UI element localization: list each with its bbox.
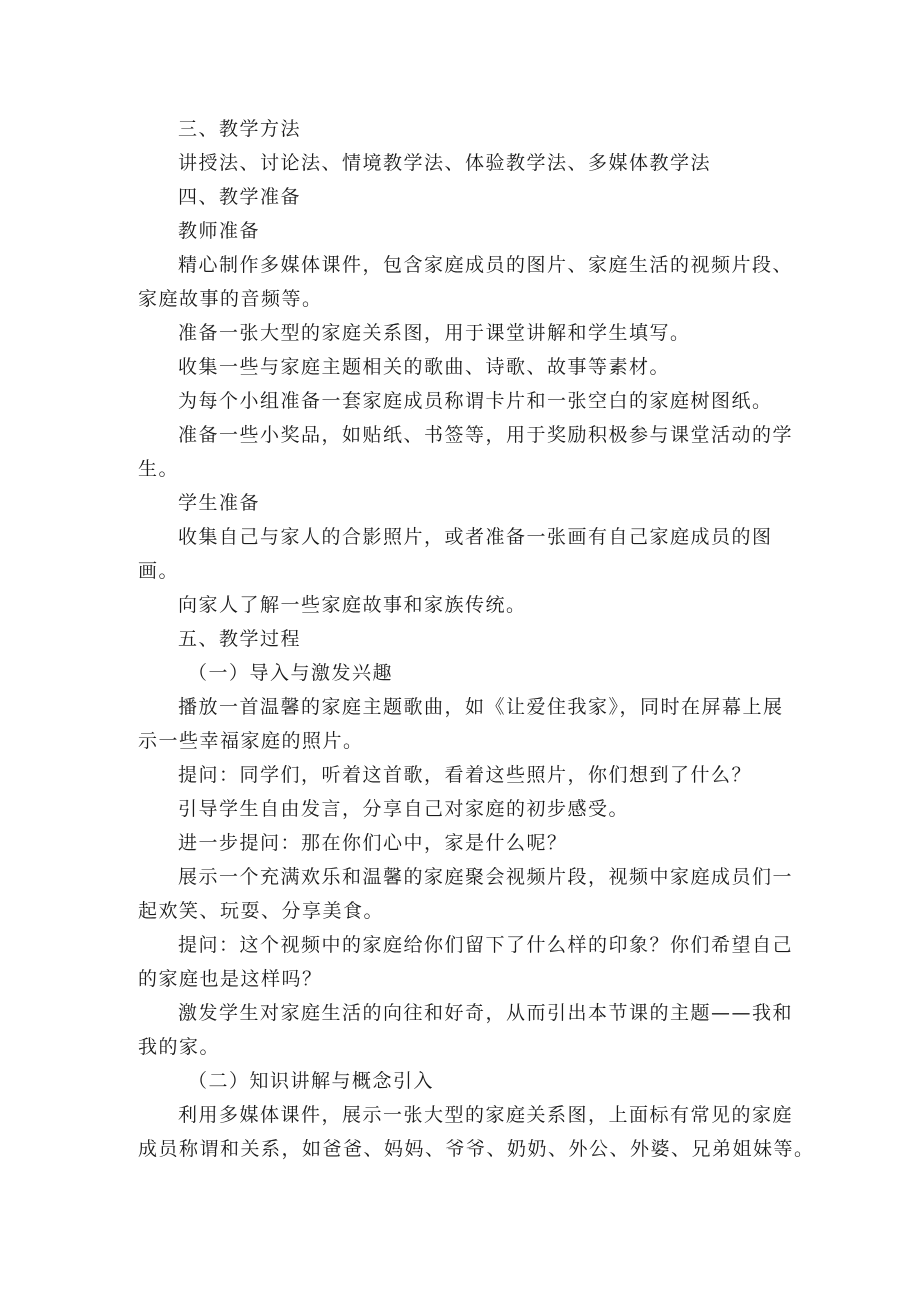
- paragraph-line: 准备一些小奖品，如贴纸、书签等，用于奖励积极参与课堂活动的学: [178, 424, 794, 446]
- section-heading-process: 五、教学过程: [178, 628, 302, 650]
- paragraph-line: 起欢笑、玩耍、分享美食。: [138, 900, 385, 922]
- section-heading-preparation: 四、教学准备: [178, 186, 302, 208]
- paragraph-line: 收集一些与家庭主题相关的歌曲、诗歌、故事等素材。: [178, 356, 671, 378]
- paragraph-line: 引导学生自由发言，分享自己对家庭的初步感受。: [178, 798, 630, 820]
- paragraph-line: 家庭故事的音频等。: [138, 288, 323, 310]
- paragraph-line: 提问：同学们，听着这首歌，看着这些照片，你们想到了什么？: [178, 764, 753, 786]
- paragraph-line: 利用多媒体课件，展示一张大型的家庭关系图，上面标有常见的家庭: [178, 1104, 794, 1126]
- paragraph-line: 讲授法、讨论法、情境教学法、体验教学法、多媒体教学法: [178, 152, 712, 174]
- paragraph-line: 准备一张大型的家庭关系图，用于课堂讲解和学生填写。: [178, 322, 691, 344]
- paragraph-line: 向家人了解一些家庭故事和家族传统。: [178, 594, 527, 616]
- document-body: [138, 112, 815, 1166]
- paragraph-line: 画。: [138, 560, 180, 582]
- paragraph-line: 展示一个充满欢乐和温馨的家庭聚会视频片段，视频中家庭成员们一: [178, 866, 794, 888]
- paragraph-line: 提问：这个视频中的家庭给你们留下了什么样的印象？你们希望自己: [178, 934, 794, 956]
- paragraph-line: 示一些幸福家庭的照片。: [138, 730, 364, 752]
- subheading-teacher-prep: 教师准备: [178, 220, 261, 242]
- paragraph-line: 精心制作多媒体课件，包含家庭成员的图片、家庭生活的视频片段、: [178, 254, 794, 276]
- paragraph-line: 为每个小组准备一套家庭成员称谓卡片和一张空白的家庭树图纸。: [178, 390, 773, 412]
- paragraph-line: 我的家。: [138, 1036, 221, 1058]
- subheading-knowledge: （二）知识讲解与概念引入: [188, 1070, 435, 1092]
- section-heading-methods: 三、教学方法: [178, 118, 302, 140]
- paragraph-line: 播放一首温馨的家庭主题歌曲，如《让爱住我家》，同时在屏幕上展: [178, 696, 784, 718]
- paragraph-line: 生。: [138, 458, 180, 480]
- subheading-introduction: （一）导入与激发兴趣: [188, 662, 394, 684]
- paragraph-line: 的家庭也是这样吗？: [138, 968, 323, 990]
- subheading-student-prep: 学生准备: [178, 492, 261, 514]
- paragraph-line: 收集自己与家人的合影照片，或者准备一张画有自己家庭成员的图: [178, 526, 773, 548]
- paragraph-line: 激发学生对家庭生活的向往和好奇，从而引出本节课的主题——我和: [178, 1002, 794, 1024]
- paragraph-line: 进一步提问：那在你们心中，家是什么呢？: [178, 832, 568, 854]
- paragraph-line: 成员称谓和关系，如爸爸、妈妈、爷爷、奶奶、外公、外婆、兄弟姐妹等。: [138, 1138, 815, 1160]
